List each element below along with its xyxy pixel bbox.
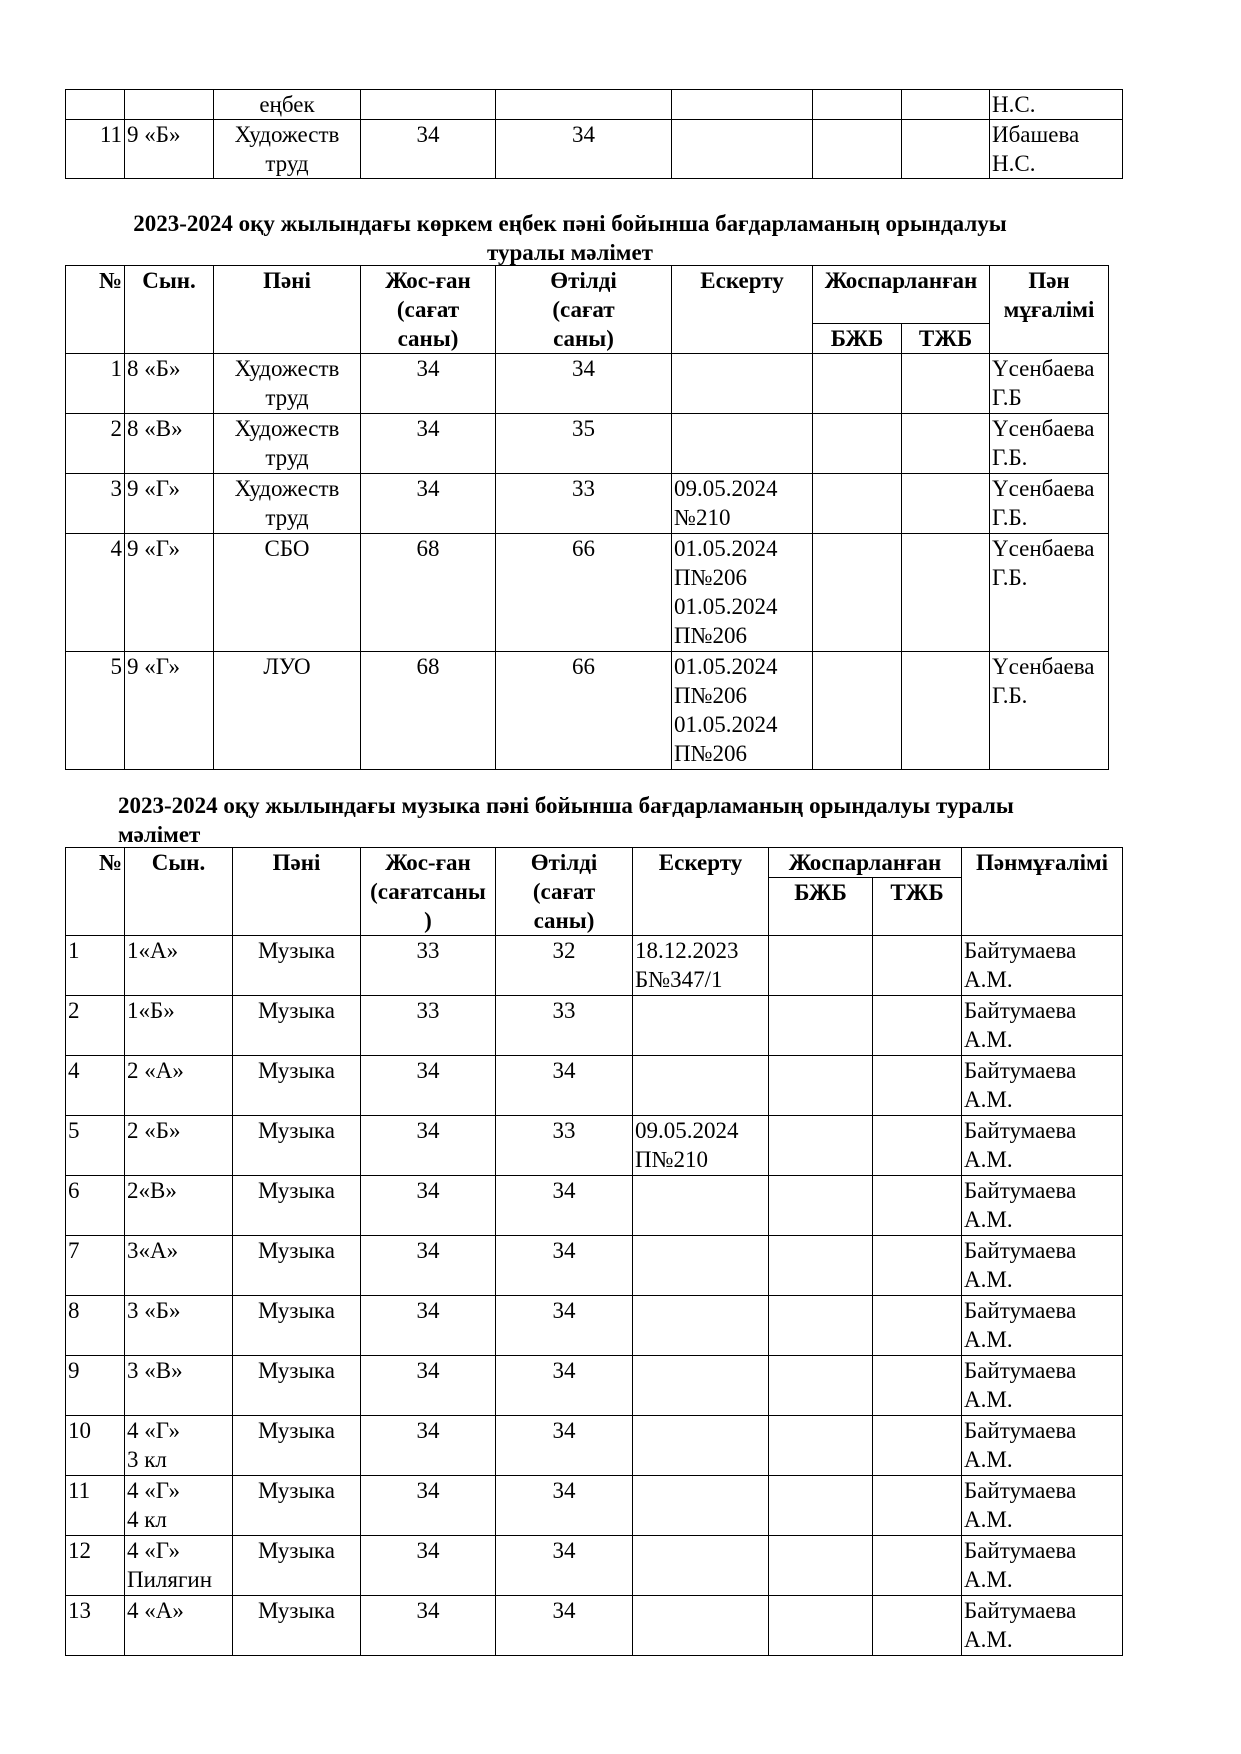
cell-class: 8 «Б» [125,354,214,414]
cell-teacher: Үсенбаева Г.Б. [990,652,1109,770]
cell-planned-hours: 68 [361,652,496,770]
col-header-teacher: Пәнмұғалімі [962,848,1123,936]
cell-number: 4 [66,1056,125,1116]
cell-bzhb [769,1236,873,1296]
cell-subject: Музыка [233,1296,361,1356]
cell-subject: Музыка [233,1536,361,1596]
cell-planned-hours: 34 [361,1596,496,1656]
cell-note [633,1416,769,1476]
col-header-planned: Жоспарланған [813,266,990,324]
cell-bzhb [813,474,902,534]
cell-completed-hours: 33 [496,474,672,534]
cell-note: 01.05.2024 П№206 01.05.2024 П№206 [672,652,813,770]
table-row [66,1236,1123,1296]
cell-planned-hours: 34 [361,1416,496,1476]
cell-class: 1«Б» [125,996,233,1056]
cell-planned-hours: 34 [361,1476,496,1536]
cell-class: 9 «Г» [125,534,214,652]
cell-tzhb [873,1056,962,1116]
col-header-bzhb: БЖБ [813,324,902,354]
section-title-music: 2023-2024 оқу жылындағы музыка пәні бойынша бағдарламаның орындалуы туралы мәлімет [118,793,1014,847]
cell-number: 5 [66,1116,125,1176]
cell-tzhb [873,1596,962,1656]
cell-subject: Музыка [233,1476,361,1536]
cell-class: 4 «Г» 4 кл [125,1476,233,1536]
cell-teacher: Үсенбаева Г.Б. [990,474,1109,534]
table-art-labor-body [66,354,1109,770]
cell-note [672,120,813,179]
cell-class: 8 «В» [125,414,214,474]
cell-class: 9 «Г» [125,652,214,770]
cell-number: 11 [66,1476,125,1536]
cell-tzhb [873,1476,962,1536]
table-art-labor [65,265,1109,770]
cell-class: 3 «В» [125,1356,233,1416]
cell-planned-hours: 34 [361,474,496,534]
cell-number: 11 [66,120,125,179]
col-header-number: № [66,848,125,936]
cell-subject: ЛУО [214,652,361,770]
cell-subject: Музыка [233,1236,361,1296]
cell-tzhb [873,1116,962,1176]
cell-subject: Художеств труд [214,414,361,474]
cell-completed-hours [496,90,672,120]
cell-planned-hours: 34 [361,1296,496,1356]
cell-class: 2 «Б» [125,1116,233,1176]
cell-teacher: Байтумаева А.М. [962,1176,1123,1236]
cell-teacher: Н.С. [990,90,1123,120]
cell-teacher: Байтумаева А.М. [962,936,1123,996]
table-row [66,996,1123,1056]
cell-note [672,90,813,120]
cell-completed-hours: 66 [496,534,672,652]
cell-note [633,1056,769,1116]
cell-subject: Художеств труд [214,474,361,534]
cell-bzhb [813,652,902,770]
cell-planned-hours: 33 [361,936,496,996]
table-row [66,1296,1123,1356]
cell-tzhb [873,1536,962,1596]
table-continuation [65,89,1123,179]
cell-note [633,1536,769,1596]
cell-subject: Музыка [233,936,361,996]
cell-subject: еңбек [214,90,361,120]
cell-tzhb [902,120,990,179]
cell-bzhb [813,120,902,179]
cell-class: 9 «Г» [125,474,214,534]
cell-completed-hours: 34 [496,1236,633,1296]
col-header-planned: Жоспарланған [769,848,962,878]
cell-teacher: Байтумаева А.М. [962,1536,1123,1596]
cell-completed-hours: 34 [496,120,672,179]
cell-teacher: Үсенбаева Г.Б. [990,534,1109,652]
cell-number: 9 [66,1356,125,1416]
cell-bzhb [769,1596,873,1656]
cell-note [672,354,813,414]
cell-note [633,1596,769,1656]
cell-subject: СБО [214,534,361,652]
table-row [66,1176,1123,1236]
cell-completed-hours: 33 [496,1116,633,1176]
cell-note: 09.05.2024 №210 [672,474,813,534]
cell-number: 10 [66,1416,125,1476]
cell-bzhb [769,1476,873,1536]
cell-completed-hours: 34 [496,1476,633,1536]
cell-completed-hours: 34 [496,1416,633,1476]
cell-teacher: Байтумаева А.М. [962,1356,1123,1416]
cell-note [633,1356,769,1416]
cell-number: 6 [66,1176,125,1236]
cell-subject: Художеств труд [214,120,361,179]
cell-bzhb [769,1176,873,1236]
cell-bzhb [813,414,902,474]
cell-class: 2«В» [125,1176,233,1236]
cell-teacher: Байтумаева А.М. [962,1296,1123,1356]
cell-bzhb [769,1536,873,1596]
cell-bzhb [813,354,902,414]
col-header-completed-hours: Өтілді (сағат саны) [496,848,633,936]
table-row [66,354,1109,414]
cell-bzhb [769,1116,873,1176]
cell-number: 13 [66,1596,125,1656]
cell-tzhb [902,90,990,120]
cell-bzhb [769,936,873,996]
cell-completed-hours: 34 [496,1536,633,1596]
cell-planned-hours: 34 [361,354,496,414]
cell-note [633,1176,769,1236]
cell-completed-hours: 34 [496,1176,633,1236]
cell-note [633,1236,769,1296]
cell-note [633,1476,769,1536]
table-row [66,414,1109,474]
cell-bzhb [769,1296,873,1356]
cell-planned-hours: 34 [361,1536,496,1596]
cell-teacher: Байтумаева А.М. [962,1596,1123,1656]
cell-number: 4 [66,534,125,652]
cell-planned-hours: 34 [361,1056,496,1116]
cell-number: 7 [66,1236,125,1296]
cell-planned-hours: 34 [361,1116,496,1176]
cell-teacher: Байтумаева А.М. [962,1056,1123,1116]
cell-number: 1 [66,354,125,414]
cell-tzhb [873,996,962,1056]
table-row [66,1416,1123,1476]
cell-planned-hours: 34 [361,1356,496,1416]
col-header-tzhb: ТЖБ [902,324,990,354]
cell-number: 3 [66,474,125,534]
cell-teacher: Байтумаева А.М. [962,1236,1123,1296]
cell-tzhb [873,1236,962,1296]
cell-class: 4 «Г» Пилягин [125,1536,233,1596]
cell-tzhb [873,1356,962,1416]
cell-planned-hours: 34 [361,414,496,474]
cell-planned-hours [361,90,496,120]
cell-planned-hours: 34 [361,1176,496,1236]
cell-note [633,1296,769,1356]
col-header-teacher: Пән мұғалімі [990,266,1109,354]
cell-class [125,90,214,120]
table-row [66,474,1109,534]
cell-completed-hours: 35 [496,414,672,474]
cell-tzhb [873,1296,962,1356]
cell-bzhb [813,534,902,652]
col-header-note: Ескерту [633,848,769,936]
cell-bzhb [769,1056,873,1116]
cell-teacher: Үсенбаева Г.Б [990,354,1109,414]
table-row [66,1596,1123,1656]
cell-teacher: Байтумаева А.М. [962,1416,1123,1476]
section-title-art-labor: 2023-2024 оқу жылындағы көркем еңбек пәні бойынша бағдарламаның орындалуы туралы мәлімет [133,211,1007,265]
cell-planned-hours: 68 [361,534,496,652]
cell-subject: Музыка [233,996,361,1056]
cell-teacher: Үсенбаева Г.Б. [990,414,1109,474]
cell-tzhb [902,354,990,414]
cell-number: 1 [66,936,125,996]
cell-note [672,414,813,474]
cell-completed-hours: 34 [496,1296,633,1356]
cell-number: 8 [66,1296,125,1356]
cell-class: 2 «А» [125,1056,233,1116]
cell-class: 4 «А» [125,1596,233,1656]
cell-tzhb [873,936,962,996]
cell-subject: Музыка [233,1596,361,1656]
col-header-subject: Пәні [214,266,361,354]
cell-tzhb [902,534,990,652]
table-row [66,534,1109,652]
col-header-subject: Пәні [233,848,361,936]
cell-planned-hours: 34 [361,1236,496,1296]
cell-subject: Музыка [233,1356,361,1416]
cell-note [633,996,769,1056]
cell-tzhb [902,652,990,770]
cell-note: 09.05.2024 П№210 [633,1116,769,1176]
col-header-completed-hours: Өтілді (сағат саны) [496,266,672,354]
table-row [66,90,1123,120]
table-row [66,652,1109,770]
col-header-class: Сын. [125,266,214,354]
table-row [66,120,1123,179]
cell-class: 1«А» [125,936,233,996]
cell-note: 18.12.2023 Б№347/1 [633,936,769,996]
cell-planned-hours: 33 [361,996,496,1056]
table-music-body [66,936,1123,1656]
cell-bzhb [769,1416,873,1476]
table-row [66,1356,1123,1416]
col-header-tzhb: ТЖБ [873,878,962,936]
col-header-planned-hours: Жос-ған (сағат саны) [361,266,496,354]
cell-number: 2 [66,414,125,474]
cell-class: 3 «Б» [125,1296,233,1356]
table-row [66,1536,1123,1596]
cell-teacher: Байтумаева А.М. [962,1116,1123,1176]
cell-completed-hours: 33 [496,996,633,1056]
table-music [65,847,1123,1656]
table-row [66,936,1123,996]
cell-planned-hours: 34 [361,120,496,179]
cell-subject: Музыка [233,1176,361,1236]
cell-number: 12 [66,1536,125,1596]
cell-note: 01.05.2024 П№206 01.05.2024 П№206 [672,534,813,652]
col-header-note: Ескерту [672,266,813,354]
cell-class: 4 «Г» 3 кл [125,1416,233,1476]
cell-bzhb [813,90,902,120]
cell-completed-hours: 34 [496,354,672,414]
cell-number: 2 [66,996,125,1056]
cell-teacher: Байтумаева А.М. [962,1476,1123,1536]
table-continuation-body [66,90,1123,179]
cell-subject: Музыка [233,1116,361,1176]
cell-teacher: Ибашева Н.С. [990,120,1123,179]
cell-bzhb [769,996,873,1056]
col-header-class: Сын. [125,848,233,936]
cell-completed-hours: 32 [496,936,633,996]
cell-class: 9 «Б» [125,120,214,179]
cell-tzhb [873,1176,962,1236]
cell-tzhb [873,1416,962,1476]
cell-tzhb [902,414,990,474]
cell-number: 5 [66,652,125,770]
cell-teacher: Байтумаева А.М. [962,996,1123,1056]
cell-subject: Музыка [233,1056,361,1116]
cell-tzhb [902,474,990,534]
cell-completed-hours: 34 [496,1596,633,1656]
col-header-bzhb: БЖБ [769,878,873,936]
col-header-planned-hours: Жос-ған (сағатсаны ) [361,848,496,936]
cell-class: 3«А» [125,1236,233,1296]
cell-completed-hours: 66 [496,652,672,770]
table-row [66,1476,1123,1536]
table-row [66,1056,1123,1116]
cell-subject: Художеств труд [214,354,361,414]
cell-completed-hours: 34 [496,1356,633,1416]
cell-number [66,90,125,120]
cell-bzhb [769,1356,873,1416]
table-row [66,1116,1123,1176]
cell-subject: Музыка [233,1416,361,1476]
col-header-number: № [66,266,125,354]
cell-completed-hours: 34 [496,1056,633,1116]
